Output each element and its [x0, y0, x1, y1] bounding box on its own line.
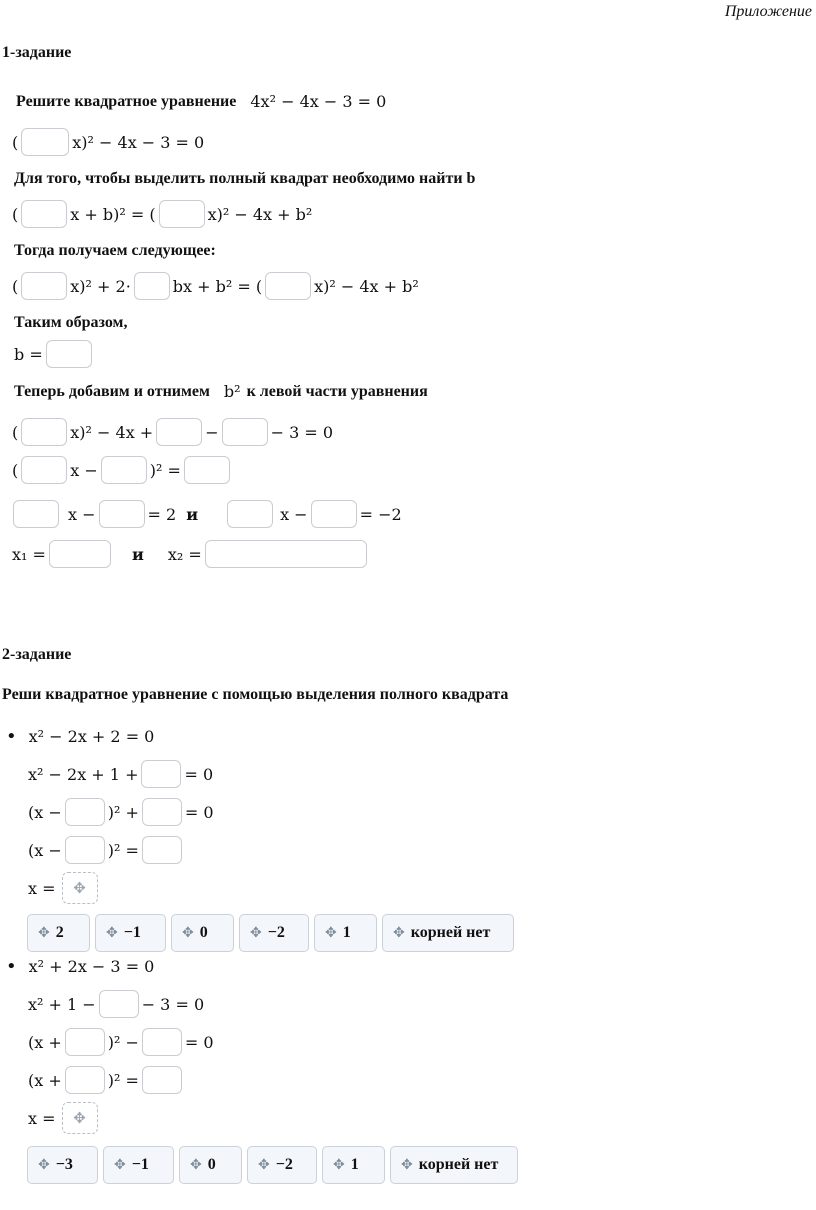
p2-l3a: (x + — [28, 1070, 62, 1090]
move-icon: ✥ — [190, 1157, 202, 1173]
p1-equation: x² − 2x + 2 = 0 — [28, 727, 155, 746]
answer-box[interactable] — [99, 990, 139, 1018]
move-icon: ✥ — [73, 1109, 86, 1127]
p2-l2a: (x + — [28, 1032, 62, 1052]
x2-answer-box[interactable] — [205, 540, 367, 568]
t1-line4-c: − 3 = 0 — [270, 422, 334, 442]
t1-text-then: Тогда получаем следующее: — [14, 242, 216, 259]
p1-l1b: = 0 — [184, 764, 214, 784]
answer-box[interactable] — [141, 760, 181, 788]
t1-line1-tail: x)² − 4x − 3 = 0 — [72, 132, 205, 152]
appendix-label: Приложение — [724, 3, 812, 20]
drop-target[interactable] — [62, 1102, 98, 1134]
option-chip[interactable] — [103, 1146, 174, 1184]
answer-box[interactable] — [156, 418, 202, 446]
option-chip[interactable] — [239, 914, 309, 952]
paren: ( — [12, 204, 19, 224]
task1-title: 1-задание — [2, 44, 72, 61]
move-icon: ✥ — [250, 925, 262, 941]
option-label: корней нет — [410, 924, 491, 941]
move-icon: ✥ — [333, 1157, 345, 1173]
p1-l3b: )² = — [107, 840, 139, 860]
option-chip[interactable] — [247, 1146, 317, 1184]
t1-line2-mid: x + b)² = ( — [70, 204, 156, 224]
option-label: −2 — [267, 924, 285, 941]
answer-box[interactable] — [227, 500, 273, 528]
option-label: корней нет — [418, 1156, 499, 1173]
option-label: −1 — [123, 924, 141, 941]
option-chip[interactable] — [27, 914, 90, 952]
task2-instruction: Реши квадратное уравнение с помощью выделения полного квадрата — [2, 686, 509, 703]
t1-line6-b: = 2 — [147, 504, 177, 524]
drop-target[interactable] — [62, 872, 98, 904]
answer-box[interactable] — [13, 500, 59, 528]
answer-box[interactable] — [222, 418, 268, 446]
move-icon: ✥ — [401, 1157, 413, 1173]
move-icon: ✥ — [393, 925, 405, 941]
answer-box[interactable] — [21, 456, 67, 484]
task1-instruction: Решите квадратное уравнение — [16, 92, 237, 110]
paren: ( — [12, 422, 19, 442]
move-icon: ✥ — [258, 1157, 270, 1173]
p2-l2b: )² − — [107, 1032, 139, 1052]
b-answer-box[interactable] — [46, 340, 92, 368]
p2-l1a: x² + 1 − — [28, 994, 96, 1014]
answer-box[interactable] — [134, 272, 170, 300]
answer-box[interactable] — [21, 128, 69, 156]
answer-box[interactable] — [142, 1066, 182, 1094]
answer-box[interactable] — [101, 456, 147, 484]
answer-box[interactable] — [21, 200, 67, 228]
answer-box[interactable] — [142, 836, 182, 864]
answer-box[interactable] — [311, 500, 357, 528]
answer-box[interactable] — [21, 272, 67, 300]
p1-l1a: x² − 2x + 1 + — [28, 764, 139, 784]
p2-l2c: = 0 — [184, 1032, 214, 1052]
x1-label: x₁ = — [12, 544, 46, 564]
option-chip[interactable] — [314, 914, 377, 952]
t1-line3-a: x)² + 2· — [70, 276, 131, 296]
p1-l2a: (x − — [28, 802, 62, 822]
answer-box[interactable] — [265, 272, 311, 300]
and-word: и — [186, 504, 199, 524]
t1-line5-b: )² = — [149, 460, 181, 480]
p1-l2b: )² + — [107, 802, 139, 822]
t1-line2-tail: x)² − 4x + b² — [207, 204, 313, 224]
option-label: 1 — [350, 1156, 359, 1173]
p1-l3a: (x − — [28, 840, 62, 860]
move-icon: ✥ — [106, 925, 118, 941]
t1-line6-c: x − — [280, 504, 308, 524]
task2-title: 2-задание — [2, 646, 72, 663]
move-icon: ✥ — [182, 925, 194, 941]
option-chip[interactable] — [171, 914, 234, 952]
option-chip[interactable] — [382, 914, 514, 952]
move-icon: ✥ — [73, 879, 86, 897]
t1-line6-d: = −2 — [359, 504, 402, 524]
and-word: и — [131, 544, 144, 564]
option-label: 0 — [207, 1156, 216, 1173]
paren: ( — [12, 460, 19, 480]
option-label: 0 — [199, 924, 208, 941]
t1-text-b: Для того, чтобы выделить полный квадрат необходимо найти b — [14, 170, 476, 187]
option-label: −2 — [275, 1156, 293, 1173]
option-label: 1 — [342, 924, 351, 941]
task1-equation: 4x² − 4x − 3 = 0 — [250, 92, 387, 111]
answer-box[interactable] — [65, 836, 105, 864]
p2-xeq: x = — [28, 1108, 56, 1128]
move-icon: ✥ — [325, 925, 337, 941]
option-chip[interactable] — [95, 914, 166, 952]
p2-equation: x² + 2x − 3 = 0 — [28, 957, 155, 976]
answer-box[interactable] — [142, 1028, 182, 1056]
paren: ( — [12, 276, 19, 296]
b-equals: b = — [14, 344, 43, 364]
answer-box[interactable] — [142, 798, 182, 826]
bullet: • — [6, 726, 17, 747]
t1-line4-b: − — [205, 422, 219, 442]
t1-line4-a: x)² − 4x + — [70, 422, 154, 442]
answer-box[interactable] — [65, 798, 105, 826]
answer-box[interactable] — [159, 200, 205, 228]
t1-line3-c: x)² − 4x + b² — [314, 276, 419, 296]
move-icon: ✥ — [38, 1157, 50, 1173]
t1-line6-a: x − — [68, 504, 96, 524]
x2-label: x₂ = — [167, 544, 202, 564]
p2-l1b: − 3 = 0 — [141, 994, 205, 1014]
t1-line5-a: x − — [70, 460, 98, 480]
answer-box[interactable] — [65, 1028, 105, 1056]
t1-line3-b: bx + b² = ( — [172, 276, 263, 296]
option-chip[interactable] — [322, 1146, 385, 1184]
option-chip[interactable] — [390, 1146, 518, 1184]
paren: ( — [12, 132, 19, 152]
t1-text-add: Теперь добавим и отнимем — [14, 382, 210, 400]
t1-text-thus: Таким образом, — [14, 314, 128, 331]
p2-l3b: )² = — [107, 1070, 139, 1090]
move-icon: ✥ — [114, 1157, 126, 1173]
p1-l2c: = 0 — [184, 802, 214, 822]
b-squared: b² — [223, 382, 241, 401]
t1-text-add-tail: к левой части уравнения — [246, 382, 428, 400]
answer-box[interactable] — [184, 456, 230, 484]
answer-box[interactable] — [65, 1066, 105, 1094]
p1-xeq: x = — [28, 878, 56, 898]
option-label: −1 — [131, 1156, 149, 1173]
bullet: • — [6, 956, 17, 977]
option-label: −3 — [55, 1156, 73, 1173]
answer-box[interactable] — [21, 418, 67, 446]
option-chip[interactable] — [179, 1146, 242, 1184]
option-label: 2 — [55, 924, 64, 941]
move-icon: ✥ — [38, 925, 50, 941]
x1-answer-box[interactable] — [49, 540, 111, 568]
answer-box[interactable] — [99, 500, 145, 528]
option-chip[interactable] — [27, 1146, 98, 1184]
